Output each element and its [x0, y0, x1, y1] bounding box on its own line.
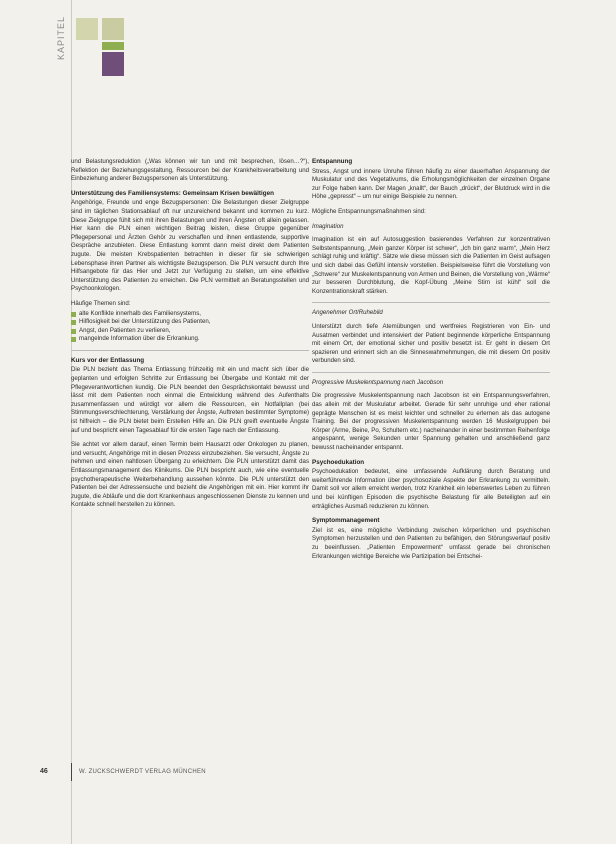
divider — [312, 302, 550, 303]
intro-paragraph: und Belastungsreduktion („Was können wir tun und mit besprechen, lösen…?“), Reflektion der Beziehungsgestaltung, Ressourcen bei der Krankheitsverarbeitung und Einbeziehung anderer Bezugspersonen als Unterstützung. — [71, 158, 309, 183]
section-heading-relaxation: Entspannung — [312, 158, 353, 165]
list-item — [71, 335, 309, 344]
decor-square-olive-2 — [102, 18, 124, 40]
subheading-jacobson: Progressive Muskelentspannung nach Jacobson — [312, 378, 444, 386]
list-item — [71, 327, 309, 336]
jacobson-paragraph: Die progressive Muskelentspannung nach Jacobson ist ein Entspannungsverfahren, das allein mit der Muskulatur arbeitet. Gerade für sehr unruhige und eher rational geprägte Menschen ist es meist leichter und schneller zu erlernen als das autogene Training. Bei der progressiven Muskelentspannung werden 16 Muskelgruppen bei Körper (Arme, Beine, Po, Schultern etc.) nacheinander in einer bestimmten Reihenfolge angespannt, wenige Sekunden unter Spannung gehalten und anschließend ganz bewusst nacheinander entspannt. — [312, 392, 550, 452]
publisher-line: W. ZUCKSCHWERDT VERLAG MÜNCHEN — [79, 769, 206, 775]
measures-intro: Mögliche Entspannungsmaßnahmen sind: — [312, 207, 426, 215]
imagination-paragraph: Imagination ist ein auf Autosuggestion basierendes Verfahren zur konzentrativen Selbstentspannung, „Mein ganzer Körper ist schwer“, „Ich bin ganz warm“, „Mein Herz schlägt ruhig und kräftig“. Sätze wie diese müssen sich die Patienten im Geist aufsagen und sich dabei das Gefühl intensiv vorstellen. Beispielsweise führt die Vorstellung von „Schwere“ zur Muskelentspannung von Armen und Beinen, die Vorstellung von „Wärme“ zur besseren Durchblutung, die Kopf-Übung „Meine Stirn ist kühl“ soll die Konzentrationskraft stärken. — [312, 236, 550, 295]
bullet-square-icon — [71, 320, 76, 325]
footer-rule — [71, 763, 72, 781]
decor-square-green — [102, 42, 124, 50]
discharge-paragraph-2: Sie achtet vor allem darauf, einen Termin beim Hausarzt oder Onkologen zu planen, und versucht, Angehörige mit in diesen Prozess einzubeziehen. Sie versucht, Ängste zu nehmen und einen nahtlosen Übergang zu erleichtern. Die PLN unterstützt damit das Entlassungsmanagement des Klinikums. Die PLN bespricht auch, wie eine eventuelle psychotherapeutische Weiterbehandlung aussehen könnte. Die PLN unterstützt den Patienten bei der Adressensuche und bezieht die Angehörigen mit ein. Hier kommt ihr zugute, die Abläufe und die dort Krankenhaus angeschlossenen Dienste zu kennen und Kontakte schnell herstellen zu können. — [71, 441, 309, 509]
subheading-calm-place: Angenehmer Ort/Ruhebild — [312, 309, 383, 317]
list-item-text: mangelnde Information über die Erkrankung. — [79, 335, 200, 343]
list-item — [71, 310, 309, 319]
decor-square-purple — [102, 52, 124, 76]
bullet-square-icon — [71, 329, 76, 334]
topics-list — [71, 310, 309, 344]
family-paragraph: Angehörige, Freunde und enge Bezugspersonen: Die Belastungen dieser Zielgruppe sind im täglichen Stationsablauf oft nur unzureichend bekannt und kommen zu kurz. Diese Zielgruppe fühlt sich mit ihren Belastungen und ihren Ängsten oft allein gelassen. Hier kann die PLN einen wichtigen Beitrag leisten, diese Gruppe gegenüber Pflegepersonal und Ärzten Gehör zu verschaffen und ihnen entlastende, supportive Gespräche anzubieten. Diese Entlastung kommt dann meist direkt dem Patienten zugute. Die meisten Krebspatienten betrachten in dieser für sie schwierigen Lebensphase ihren Partner als wichtigste Bezugsperson. Die PLN versucht durch Ihre Hilfsangebote für das Hier und Jetzt zur Verfügung zu stellen, um eine effektive Unterstützung des Patienten zu erreichen. Die PLN vermittelt an Beratungsstellen und Psychoonkologen. — [71, 199, 309, 293]
relaxation-paragraph: Stress, Angst und innere Unruhe führen häufig zu einer dauerhaften Anspannung der Muskulatur und des Vegetativums, die Erholungsmöglichkeiten der einzelnen Organe zur Folge haben kann. Der Magen „knallt“, der Bauch „drückt“, der Blutdruck wird in die Höhe „gepresst“ – um nur einige Beispiele zu nennen. — [312, 167, 550, 201]
section-heading-psychoeducation: Psychoedukation — [312, 458, 365, 466]
subheading-imagination: Imagination — [312, 222, 344, 230]
divider — [71, 350, 309, 351]
section-heading-family: Unterstützung des Familiensystems: Gemeinsam Krisen bewältigen — [71, 189, 274, 197]
calm-place-paragraph: Unterstützt durch tiefe Atemübungen und wertfreies Registrieren von Ein- und Ausatmen verbindet und intensiviert der Patient beginnende körperliche Entspannung mit einem Ort, der emotional sicher und positiv besetzt ist. Er geht in diesem Ort spazieren und erinnert sich an die Sinneswahrnehmungen, die mit diesem Ort positiv verbunden sind. — [312, 322, 550, 365]
topics-intro: Häufige Themen sind: — [71, 299, 131, 307]
section-heading-symptoms: Symptommanagement — [312, 517, 380, 525]
list-item — [71, 318, 309, 327]
left-column — [71, 158, 309, 516]
discharge-paragraph-1: Die PLN bezieht das Thema Entlassung frühzeitig mit ein und macht sich über die geplanten und erfolgten Schritte zur Entlassung bei Übergabe und Kontakt mit der Pflegeverantwortlichen kundig. Die PLN beendet den Gesprächskontakt bewusst und lässt mit dem Patienten noch einmal die Entwicklung während des Aufenthalts zusammenfassen und würdigt vor allem die Ressourcen, ein Notfallplan (bei Stimmungsverschlechterung, Verstärkung der Ängste, Auftreten bestimmter Symptome) ist hilfreich – die PLN bietet beim Erstellen Hilfe an. Die PLN greift eventuelle Ängste auf und bespricht einen Tagesablauf für die ersten Tage nach der Entlassung. — [71, 366, 309, 434]
bullet-square-icon — [71, 337, 76, 342]
page-number: 46 — [40, 768, 48, 775]
chapter-side-label: KAPITEL — [56, 16, 66, 61]
list-item-text: Hilflosigkeit bei der Unterstützung des Patienten, — [79, 318, 211, 326]
psychoeducation-paragraph: Psychoedukation bedeutet, eine umfassende Aufklärung durch Beratung und weiterführende Information über psychosoziale Aspekte der Erkrankung zu vermitteln. Damit soll vor allem erreicht werden, trotz Krankheit ein lebenswertes Leben zu führen und bei künftigen Episoden die psychische Belastung für alle Beteiligten auf ein erträgliches Ausmaß reduzieren zu können. — [312, 468, 550, 510]
divider — [312, 372, 550, 373]
decor-square-olive-1 — [76, 18, 98, 40]
list-item-text: alte Konflikte innerhalb des Familiensystems, — [79, 309, 201, 317]
bullet-square-icon — [71, 312, 76, 317]
symptoms-paragraph: Ziel ist es, eine mögliche Verbindung zwischen körperlichen und psychischen Symptomen herzustellen und den Patienten zu befähigen, den Störungsverlauf positiv zu beeinflussen. „Patienten Empowerment“ umfasst gerade bei chronischen Erkrankungen wichtige Bereiche wie Partizipation bei Entschei- — [312, 526, 550, 560]
section-heading-discharge: Kurs vor der Entlassung — [71, 356, 145, 364]
right-column — [312, 158, 550, 567]
list-item-text: Angst, den Patienten zu verlieren, — [79, 326, 171, 334]
